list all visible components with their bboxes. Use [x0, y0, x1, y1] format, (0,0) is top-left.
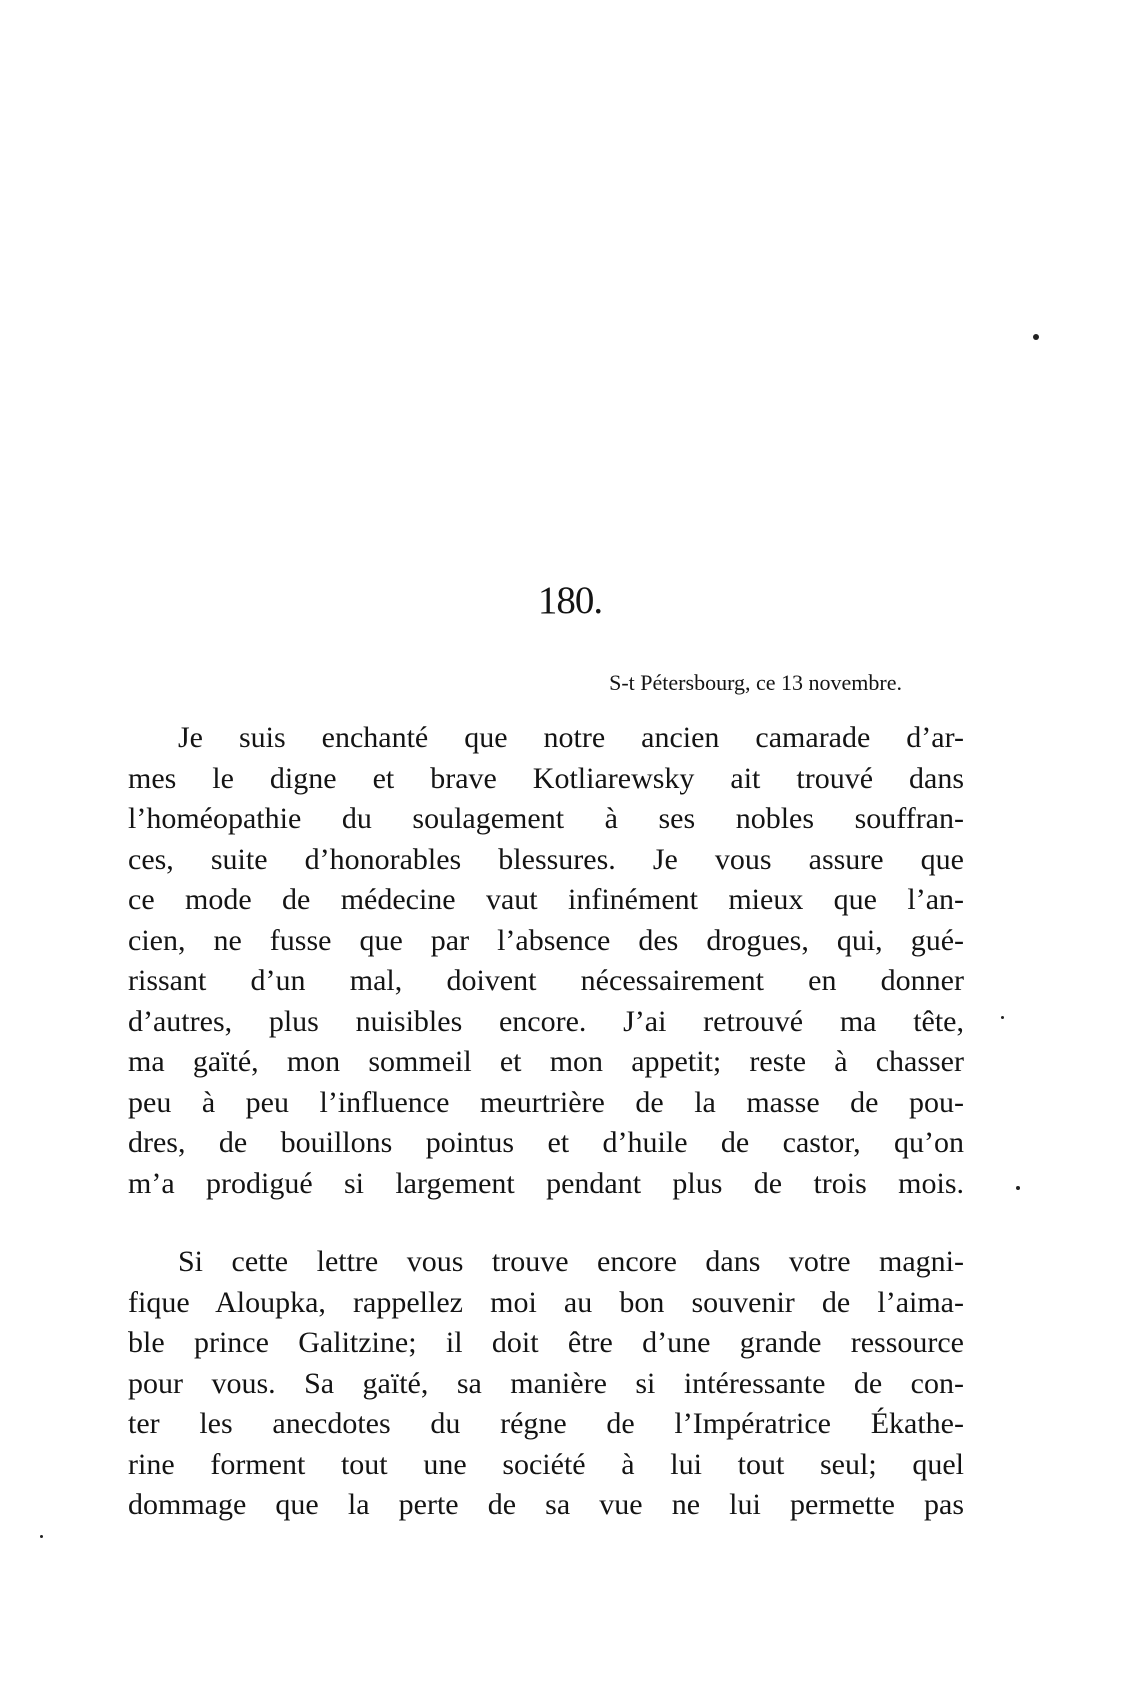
scan-speck	[1016, 1186, 1020, 1190]
paragraph-line: cien, ne fusse que par l’absence des drogues, qui, gué-	[128, 923, 964, 957]
scan-speck	[1033, 334, 1039, 340]
paragraph-line: d’autres, plus nuisibles encore. J’ai retrouvé ma tête,	[128, 1004, 964, 1038]
paragraph-line: rissant d’un mal, doivent nécessairement en donner	[128, 964, 964, 997]
scan-speck	[1001, 1016, 1004, 1019]
paragraph-1	[128, 718, 964, 1204]
paragraph-line: l’homéopathie du soulagement à ses nobles souffran-	[128, 802, 964, 835]
paragraph-line: rine forment tout une société à lui tout seul; quel	[128, 1447, 964, 1481]
paragraph-line: pour vous. Sa gaïté, sa manière si intéressante de con-	[128, 1366, 964, 1400]
paragraph-line: dommage que la perte de sa vue ne lui permette pas	[128, 1488, 964, 1521]
paragraph-2	[128, 1242, 964, 1526]
paragraph-line: ce mode de médecine vaut infinément mieux que l’an-	[128, 883, 964, 916]
paragraph-line: mes le digne et brave Kotliarewsky ait trouvé dans	[128, 761, 964, 795]
paragraph-line: Je suis enchanté que notre ancien camarade d’ar-	[178, 721, 964, 754]
scan-speck	[40, 1535, 43, 1538]
paragraph-line: ces, suite d’honorables blessures. Je vous assure que	[128, 842, 964, 876]
page-number: 180.	[537, 579, 603, 622]
paragraph-line: ble prince Galitzine; il doit être d’une grande ressource	[128, 1326, 964, 1359]
paragraph-line: fique Aloupka, rappellez moi au bon souvenir de l’aima-	[128, 1285, 964, 1319]
paragraph-line: dres, de bouillons pointus et d’huile de castor, qu’on	[128, 1126, 964, 1159]
paragraph-line: peu à peu l’influence meurtrière de la masse de pou-	[128, 1085, 964, 1119]
dateline: S-t Pétersbourg, ce 13 novembre.	[609, 670, 902, 695]
paragraph-line: Si cette lettre vous trouve encore dans votre magni-	[178, 1245, 964, 1278]
paragraph-line: m’a prodigué si largement pendant plus de trois mois.	[128, 1166, 964, 1200]
paragraph-line: ter les anecdotes du régne de l’Impératrice Ékathe-	[128, 1407, 964, 1440]
paragraph-line: ma gaïté, mon sommeil et mon appetit; reste à chasser	[128, 1045, 964, 1078]
